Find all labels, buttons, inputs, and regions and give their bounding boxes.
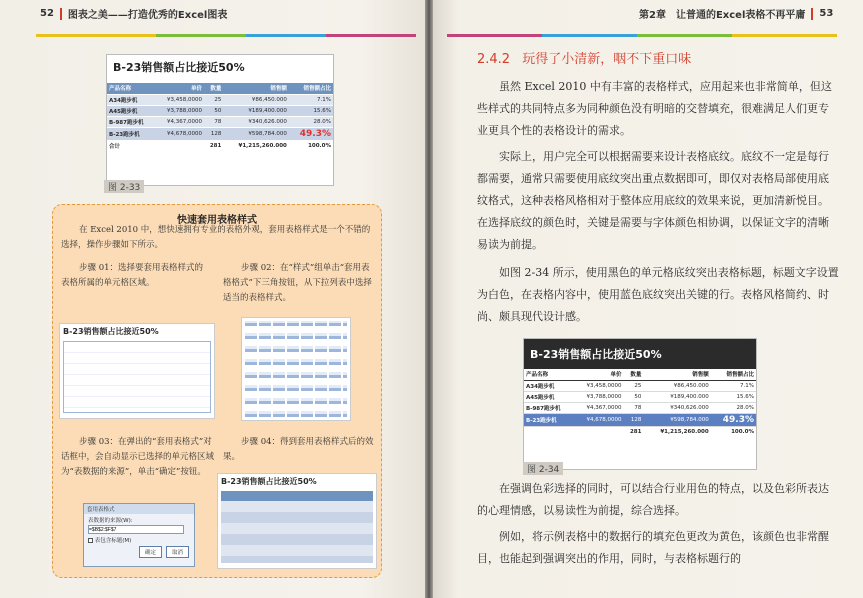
table-header-cell: 产品名称	[524, 369, 573, 380]
paragraph-5: 例如，将示例表格中的数据行的填充色更改为黄色，该颜色也非常醒目，也能起到强调突出的作用，同时，与表格标题行的	[477, 530, 829, 565]
tip-intro: 在 Excel 2010 中，想快速拥有专业的表格外观，套用表格样式是一个不错的选择，操作步骤如下所示。	[61, 225, 371, 250]
right-running-title: 第2章 让普通的Excel表格不再平庸	[639, 10, 806, 21]
step4-grid	[221, 491, 373, 563]
table-cell: A45跑步机	[107, 105, 155, 116]
figure-2-33	[106, 54, 334, 186]
table-total-cell: 100.0%	[289, 140, 333, 151]
table-total-cell: ¥1,215,260.000	[643, 426, 710, 437]
table-cell: B-987跑步机	[524, 402, 573, 413]
table-cell: 7.1%	[289, 94, 333, 105]
dialog-checkbox-label: 表包含标题(M)	[94, 538, 132, 544]
table-cell: 28.0%	[289, 116, 333, 127]
table-header-cell: 单价	[573, 369, 623, 380]
table-total-cell: ¥1,215,260.000	[223, 140, 289, 151]
tip-title: 快速套用表格样式	[177, 215, 257, 226]
table-cell: B-23跑步机	[107, 127, 155, 140]
tip-step-1: 步骤 01：选择要套用表格样式的表格所属的单元格区域。	[61, 263, 204, 288]
table-cell: 7.1%	[711, 380, 756, 391]
table-cell: ¥189,400.000	[223, 105, 289, 116]
paragraph-4: 在强调色彩选择的同时，可以结合行业用色的特点，以及色彩所表达的心理情感，以易读性为前提，综合选择。	[477, 482, 829, 517]
tip-step-2: 步骤 02：在“样式”组单击“套用表格格式”下三角按钮，从下拉列表中选择适当的表格样式。	[223, 263, 372, 303]
table-cell: A34跑步机	[107, 94, 155, 105]
table-cell: B-987跑步机	[107, 116, 155, 127]
header-divider	[60, 8, 62, 20]
table-cell: B-23跑步机	[524, 413, 573, 426]
table-header-cell: 销售额占比	[711, 369, 756, 380]
table-cell: ¥598,784.000	[223, 127, 289, 140]
table-header-cell: 数量	[204, 83, 223, 94]
table-cell: ¥189,400.000	[643, 391, 710, 402]
table-cell: 78	[204, 116, 223, 127]
table-cell: 25	[204, 94, 223, 105]
table-cell: 50	[204, 105, 223, 116]
table-cell: 128	[624, 413, 644, 426]
table-cell: A45跑步机	[524, 391, 573, 402]
step1-title: B-23销售额占比接近50%	[63, 327, 159, 336]
left-running-title: 图表之美——打造优秀的Excel图表	[67, 10, 228, 21]
figure-2-34	[523, 338, 757, 470]
table-cell: A34跑步机	[524, 380, 573, 391]
table-cell: ¥3,458,0000	[155, 94, 204, 105]
table-row	[524, 402, 756, 413]
table-row	[107, 127, 333, 140]
table-cell: ¥4,678,0000	[155, 127, 204, 140]
left-running-head	[40, 6, 227, 21]
table-cell: ¥4,367,0000	[573, 402, 623, 413]
right-color-rule	[447, 22, 837, 25]
table-cell: ¥4,678,0000	[573, 413, 623, 426]
table-cell: ¥340,626.000	[223, 116, 289, 127]
left-page	[0, 0, 425, 598]
table-total-cell: 281	[204, 140, 223, 151]
table-header-cell: 单价	[155, 83, 204, 94]
paragraph-2: 实际上，用户完全可以根据需要来设计表格底纹。底纹不一定是每行都需要，通常只需要使用底纹突出重点数据即可，即仅对表格局部使用底纹格式，这种表格风格相对于整体应用底纹的效果来说，更加清新悦目。在选择底纹的颜色时，关键是需要与字体颜色相协调，以保证文字的清晰易读为前提。	[477, 150, 829, 251]
table-cell: 50	[624, 391, 644, 402]
table-cell: ¥3,788,0000	[573, 391, 623, 402]
figure-2-33-title: B-23销售额占比接近50%	[113, 61, 245, 74]
section-title: 玩得了小清新，咽不下重口味	[522, 52, 692, 67]
style-gallery	[245, 321, 347, 417]
table-cell: 49.3%	[289, 127, 333, 140]
table-row	[524, 380, 756, 391]
step1-grid	[63, 341, 211, 413]
table-header-cell: 数量	[624, 369, 644, 380]
table-cell: 78	[624, 402, 644, 413]
table-cell: 49.3%	[711, 413, 756, 426]
figure-2-34-title: B-23销售额占比接近50%	[524, 339, 756, 369]
table-cell: 15.6%	[711, 391, 756, 402]
table-cell: ¥3,458,0000	[573, 380, 623, 391]
right-page-number: 53	[819, 8, 834, 19]
tip-step-3: 步骤 03：在弹出的“套用表格式”对话框中，会自动显示已选择的单元格区域为“表数据的来源”，单击“确定”按钮。	[61, 437, 215, 477]
figure-2-34-table	[524, 369, 756, 438]
table-cell: 128	[204, 127, 223, 140]
table-total-cell	[155, 140, 204, 151]
dialog-title: 套用表格式	[84, 504, 194, 514]
table-row	[524, 391, 756, 402]
table-total-cell: 281	[624, 426, 644, 437]
book-gutter	[425, 0, 433, 598]
table-cell: ¥86,450.000	[643, 380, 710, 391]
table-cell: ¥86,450.000	[223, 94, 289, 105]
left-page-number: 52	[40, 8, 54, 19]
right-page	[433, 0, 863, 598]
table-header-cell: 销售额	[643, 369, 710, 380]
tip-step-4: 步骤 04：得到套用表格样式后的效果。	[223, 437, 374, 462]
table-cell: ¥340,626.000	[643, 402, 710, 413]
table-cell: ¥3,788,0000	[155, 105, 204, 116]
header-divider	[811, 8, 813, 20]
dialog-source-label: 表数据的来源(W):	[88, 518, 133, 524]
paragraph-1: 虽然 Excel 2010 中有丰富的表格样式，应用起来也非常简单，但这些样式的共同特点多为同种颜色没有明暗的交替填充，很难满足人们更专业更具个性的表格设计的需求。	[477, 80, 832, 137]
step1-screenshot	[59, 323, 215, 419]
right-running-head	[639, 6, 833, 21]
figure-2-34-caption: 图 2-34	[523, 462, 563, 475]
step2-screenshot	[241, 317, 351, 421]
table-row	[107, 105, 333, 116]
table-row	[107, 116, 333, 127]
dialog-source-input[interactable]	[88, 525, 184, 534]
dialog-ok-button[interactable]: 确定	[139, 546, 162, 558]
table-total-cell: 合计	[107, 140, 155, 151]
dialog-header-checkbox[interactable]	[84, 534, 194, 546]
table-cell: ¥598,784.000	[643, 413, 710, 426]
paragraph-3: 如图 2-34 所示，使用黑色的单元格底纹突出表格标题，标题文字设置为白色，在表格内容中，使用蓝色底纹突出关键的行。表格风格简约、时尚、颇具现代设计感。	[477, 266, 839, 323]
figure-2-33-table	[107, 83, 333, 152]
table-header-cell: 销售额占比	[289, 83, 333, 94]
left-color-rule	[36, 22, 416, 25]
table-total-cell	[573, 426, 623, 437]
section-number: 2.4.2	[477, 52, 511, 67]
tip-box	[52, 204, 382, 578]
table-header-cell: 产品名称	[107, 83, 155, 94]
step4-title: B-23销售额占比接近50%	[221, 477, 317, 486]
section-heading	[477, 48, 691, 67]
table-total-cell: 100.0%	[711, 426, 756, 437]
table-cell: 25	[624, 380, 644, 391]
step4-result	[217, 473, 377, 569]
dialog-cancel-button[interactable]: 取消	[166, 546, 189, 558]
table-row	[107, 94, 333, 105]
table-cell: 28.0%	[711, 402, 756, 413]
table-cell: 15.6%	[289, 105, 333, 116]
table-row	[524, 413, 756, 426]
format-as-table-dialog	[83, 503, 195, 567]
table-cell: ¥4,367,0000	[155, 116, 204, 127]
table-total-cell	[524, 426, 573, 437]
figure-2-33-caption: 图 2-33	[104, 180, 144, 193]
table-header-cell: 销售额	[223, 83, 289, 94]
